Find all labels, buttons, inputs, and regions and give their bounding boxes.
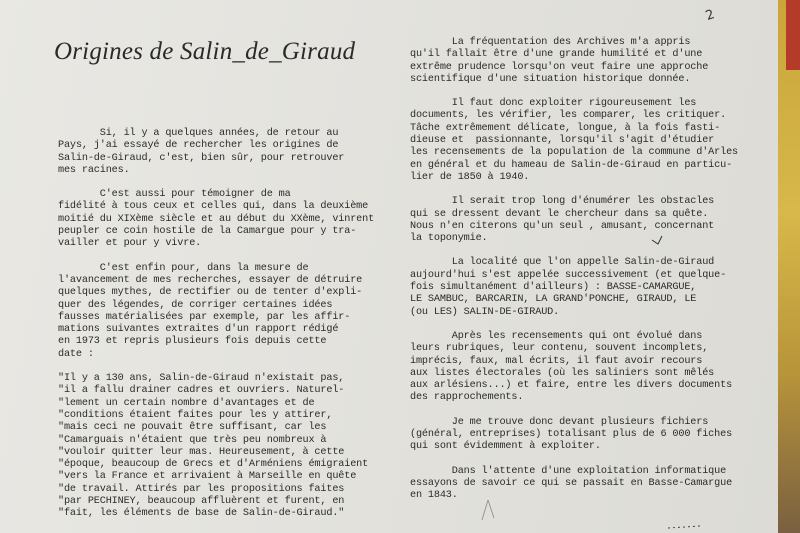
- text-line: fidélité à tous ceux et celles qui, dans la deuxième: [58, 201, 369, 213]
- text-line: qui sont évidemment à exploiter.: [410, 441, 601, 453]
- text-line: Je me trouve donc devant plusieurs fichiers: [410, 416, 709, 428]
- text-line: quelques mythes, de rectifier ou de tenter d'expli-: [58, 287, 363, 299]
- text-line: Il serait trop long d'énumérer les obstacles: [410, 196, 715, 208]
- right-paragraph-7: [410, 465, 733, 503]
- text-line: "par PECHINEY, beaucoup affluèrent et furent, en: [58, 496, 345, 508]
- text-line: aux listes électorales (où les saliniers sont mêlés: [410, 367, 715, 379]
- text-line: aux arlésiens...) et faire, entre les divers documents: [410, 380, 733, 392]
- text-line: (ou LES) SALIN-DE-GIRAUD.: [410, 306, 560, 318]
- text-line: date :: [58, 348, 94, 360]
- text-line: vailler et pour y vivre.: [58, 238, 202, 250]
- text-line: imprécis, faux, mal écrits, il faut avoir recours: [410, 355, 703, 367]
- text-line: des rapprochements.: [410, 392, 524, 404]
- text-line: essayons de savoir ce qui se passait en Basse-Camargue: [410, 477, 733, 489]
- text-line: Salin-de-Giraud, c'est, bien sûr, pour retrouver: [58, 152, 345, 164]
- right-paragraph-3: [410, 196, 728, 245]
- text-line: LE SAMBUC, BARCARIN, LA GRAND'PONCHE, GIRAUD, LE: [410, 294, 697, 306]
- left-paragraph-3: [58, 263, 368, 361]
- text-line: C'est aussi pour témoigner de ma: [58, 189, 291, 201]
- text-line: "fait, les éléments de base de Salin-de-Giraud.": [58, 508, 345, 520]
- left-paragraph-2: [58, 189, 375, 250]
- text-line: "Il y a 130 ans, Salin-de-Giraud n'existait pas,: [58, 373, 345, 385]
- text-line: "Camarguais n'étaient que très peu nombreux à: [58, 434, 327, 446]
- backing-board-edge: [778, 0, 800, 533]
- text-line: peupler ce coin hostile de la Camargue pour y tra-: [58, 226, 357, 238]
- text-line: Il faut donc exploiter rigoureusement les: [410, 98, 697, 110]
- text-line: Pays, j'ai essayé de rechercher les origines de: [58, 140, 339, 152]
- text-line: Dans l'attente d'une exploitation informatique: [410, 465, 727, 477]
- text-line: scientifique d'une situation historique donnée.: [410, 73, 691, 85]
- text-line: extrême prudence lorsqu'on veut faire une approche: [410, 61, 709, 73]
- text-line: (général, entreprises) totalisant plus de 6 000 fiches: [410, 429, 733, 441]
- handwritten-page-number: 2: [703, 7, 717, 24]
- text-line: dieuse et passionnante, lorsqu'il s'agit d'étudier: [410, 135, 715, 147]
- text-line: fois simultanément d'ailleurs) : BASSE-CAMARGUE,: [410, 282, 697, 294]
- right-paragraph-2: [410, 98, 738, 184]
- text-line: "vouloir quitter leur mas. Heureusement, à cette: [58, 446, 345, 458]
- left-paragraph-4: [58, 373, 368, 521]
- text-line: aujourd'hui s'est appelée successivement (et quelque-: [410, 269, 727, 281]
- text-line: mes racines.: [58, 164, 130, 176]
- hand-dots-mark: [668, 526, 700, 528]
- text-line: leurs rubriques, leur contenu, souvent incomplets,: [410, 343, 709, 355]
- text-line: "mais ceci ne pouvait être suffisant, car les: [58, 422, 327, 434]
- text-line: qu'il fallait être d'une grande humilité et d'une: [410, 49, 703, 61]
- text-line: "de travail. Attirés par les propositions faites: [58, 483, 345, 495]
- right-paragraph-4: [410, 257, 728, 318]
- page-title: Origines de Salin_de_Giraud: [54, 38, 356, 65]
- text-line: "conditions étaient faites pour les y attirer,: [58, 409, 333, 421]
- left-text-column: [58, 128, 375, 533]
- text-line: "il a fallu drainer cadres et ouvriers. Naturel-: [58, 385, 345, 397]
- text-line: qui se dressent devant le chercheur dans sa quête.: [410, 208, 709, 220]
- text-line: en général et du hameau de Salin-de-Giraud en particu-: [410, 159, 733, 171]
- text-line: C'est enfin pour, dans la mesure de: [58, 262, 309, 274]
- text-line: l'avancement de mes recherches, essayer de détruire: [58, 274, 363, 286]
- text-line: "lement un certain nombre d'avantages et de: [58, 397, 315, 409]
- text-line: quer des légendes, de corriger certaines idées: [58, 299, 333, 311]
- text-line: La fréquentation des Archives m'a appris: [410, 37, 691, 48]
- text-line: "vers la France et arrivaient à Marseille en quête: [58, 471, 357, 483]
- right-paragraph-5: [410, 330, 733, 405]
- text-line: Tâche extrêmement délicate, longue, à la fois fasti-: [410, 122, 721, 134]
- text-line: La localité que l'on appelle Salin-de-Giraud: [410, 257, 715, 269]
- right-paragraph-6: [410, 416, 733, 454]
- left-paragraph-1: [58, 128, 368, 177]
- text-line: moitié du XIXème siècle et au début du XXème, vinrent: [58, 213, 375, 225]
- text-line: en 1843.: [410, 490, 458, 502]
- right-text-column: [410, 37, 738, 515]
- text-line: "époque, beaucoup de Grecs et d'Arméniens émigraient: [58, 459, 369, 471]
- text-line: documents, les vérifier, les comparer, les critiquer.: [410, 110, 727, 122]
- text-line: Après les recensements qui ont évolué dans: [410, 330, 703, 342]
- text-line: les recensements de la population de la commune d'Arles: [410, 147, 738, 159]
- text-line: mations suivantes extraites d'un rapport rédigé: [58, 324, 339, 336]
- text-line: Si, il y a quelques années, de retour au: [58, 128, 339, 139]
- text-line: fausses matérialisées par exemple, par les affir-: [58, 311, 351, 323]
- text-line: la toponymie.: [410, 233, 488, 245]
- backing-board-corner: [786, 0, 800, 70]
- text-line: en 1973 et repris plusieurs fois depuis cette: [58, 336, 327, 348]
- right-paragraph-1: [410, 37, 728, 86]
- text-line: Nous n'en citerons qu'un seul , amusant, concernant: [410, 220, 715, 232]
- text-line: lier de 1850 à 1940.: [410, 171, 530, 183]
